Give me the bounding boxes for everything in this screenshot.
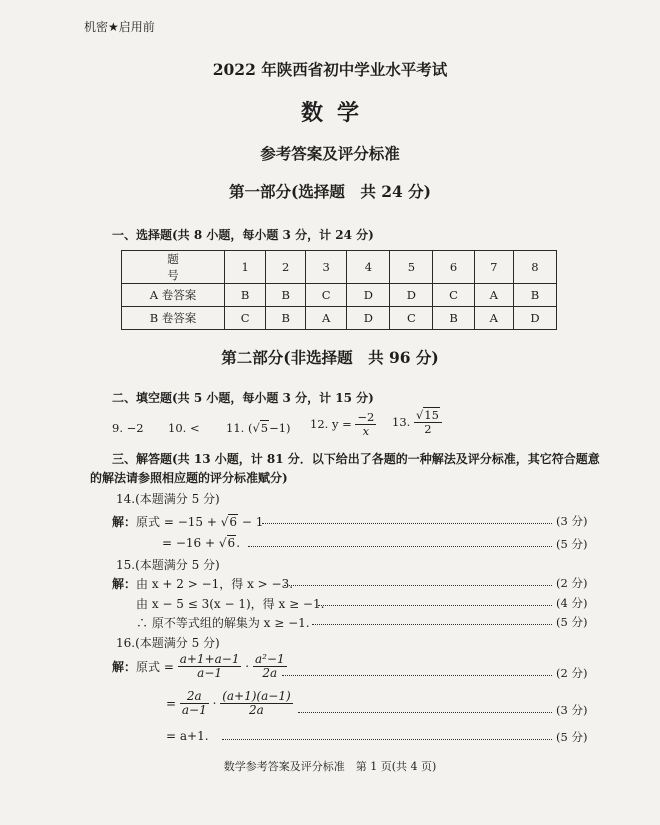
table-cell: A [306,307,347,330]
q16-line3-score: (5 分) [556,730,588,744]
q16-line1-prefix: 原式 = [136,660,174,675]
q14-line1: 解：原式 = −15 + √6 − 1 [112,515,264,529]
q15-line3: ∴ 原不等式组的解集为 x ≥ −1. [136,616,310,630]
solve-section-heading-line2: 的解法请参照相应题的评分标准赋分) [90,471,288,485]
answer-9: 9. −2 [112,421,144,435]
table-cell: B [513,284,556,307]
table-cell: 7 [474,251,513,284]
q15-line1 [112,575,293,592]
q14-line2-suffix: . [236,536,241,550]
q15-line2: 由 x − 5 ≤ 3(x − 1)，得 x ≥ −1. [136,597,325,611]
q16-line2-f2-numerator: (a+1)(a−1) [222,689,291,703]
answer-12-fraction [355,411,376,437]
table-cell: B [433,307,474,330]
exam-title: 2022 年陕西省初中学业水平考试 [212,60,448,79]
answer-11-radicand: 5 [260,421,269,435]
q16-line1-fraction-2 [253,653,287,680]
answer-12-denominator [355,425,376,438]
table-cell: B [225,284,266,307]
table-cell: A [474,307,513,330]
q16-line2-fraction-2 [220,690,292,717]
q14-line1-prefix: 原式 = −15 + [136,515,221,529]
q14-title: 14.(本题满分 5 分) [116,492,220,506]
answer-13-prefix: 13. [392,415,411,430]
answer-10: 10. < [168,421,200,435]
q14-line2-leader [248,546,552,547]
table-cell: 6 [433,251,474,284]
q16-line1-leader [282,675,552,676]
q15-line2-score: (4 分) [556,596,588,610]
q16-line1-f1-denominator: a−1 [197,666,223,681]
table-header-label: 题 号 [122,251,225,284]
q14-line1-leader [262,523,552,524]
table-row [122,251,557,284]
document-title: 参考答案及评分标准 [260,144,400,163]
table-cell: C [225,307,266,330]
q15-line1-score: (2 分) [556,576,588,590]
table-cell: B [266,284,306,307]
row-b-label: B 卷答案 [122,307,225,330]
q14-line1-radicand: 6 [229,515,238,529]
q15-line3-score: (5 分) [556,615,588,629]
q16-line2-score: (3 分) [556,703,588,717]
q16-line2-equals: = [166,696,177,711]
q15-title: 15.(本题满分 5 分) [116,558,220,572]
q16-line1-f2-denominator: 2a [262,666,278,681]
q15-line3-leader [312,624,552,625]
answer-12-prefix: 12. y = [310,417,352,432]
table-cell: C [306,284,347,307]
subject-title: 数学 [300,100,373,126]
table-cell: C [433,284,474,307]
row-a-label: A 卷答案 [122,284,225,307]
q16-line2-fraction-1 [180,690,209,717]
answer-12-denominator-var: x [362,423,370,438]
table-row [122,307,557,330]
answer-11: 11. (√5−1) [226,421,291,435]
q16-line1 [112,653,287,680]
q16-line2-f2-denominator: 2a [249,703,264,718]
q15-line2-leader [318,605,552,606]
answer-12 [310,411,376,437]
choice-section-heading: 一、选择题(共 8 小题，每小题 3 分，计 24 分) [112,228,374,242]
table-cell: D [390,284,433,307]
table-cell: 8 [513,251,556,284]
answer-11-prefix: 11. ( [226,421,253,435]
answer-12-numerator: −2 [357,410,375,424]
part1-title: 第一部分(选择题 共 24 分) [228,182,432,201]
q16-line3-leader [222,739,552,740]
q16-line2-f1-denominator: a−1 [181,703,207,718]
confidential-label: 机密★启用前 [84,20,155,34]
q15-solution-label: 解： [112,577,137,591]
q16-solution-label: 解： [112,660,137,675]
table-cell: D [347,284,390,307]
table-cell: 2 [266,251,306,284]
table-cell: D [513,307,556,330]
part2-title: 第二部分(非选择题 共 96 分) [221,348,439,367]
answer-13-numerator: √15 [414,409,442,423]
q16-line1-score: (2 分) [556,666,588,680]
table-cell: 5 [390,251,433,284]
q14-line2: = −16 + √6. [162,536,241,550]
q16-line1-f2-numerator: a²−1 [254,652,285,666]
q14-line2-prefix: = −16 + [162,536,219,550]
table-cell: D [347,307,390,330]
table-cell: 3 [306,251,347,284]
q16-line2-f1-numerator: 2a [180,690,209,704]
answer-11-suffix: −1) [269,421,291,435]
answer-13-fraction [414,409,442,435]
q16-line1-multiply: · [245,659,250,674]
table-cell: B [266,307,306,330]
table-cell: 1 [225,251,266,284]
q14-line1-suffix: − 1 [238,515,264,529]
answer-13-denominator: 2 [424,421,432,436]
table-row [122,284,557,307]
table-cell: 4 [347,251,390,284]
answer-13 [392,409,442,435]
fill-section-heading: 二、填空题(共 5 小题，每小题 3 分，计 15 分) [112,391,374,405]
solve-section-heading-line1: 三、解答题(共 13 小题，计 81 分．以下给出了各题的一种解法及评分标准，其它符合题意 [112,452,600,466]
answer-table [121,250,557,330]
q16-line1-fraction-1 [178,653,242,680]
q16-line1-f1-numerator: a+1+a−1 [179,652,240,666]
q15-line1-text: 由 x + 2 > −1，得 x > −3. [136,577,294,591]
q16-line2 [166,690,293,717]
q14-line2-radicand: 6 [227,536,236,550]
table-cell: A [474,284,513,307]
table-cell: C [390,307,433,330]
answer-13-radicand: 15 [424,408,439,422]
q14-line1-score: (3 分) [556,514,588,528]
q14-solution-label: 解： [112,515,137,529]
q16-line2-multiply: · [212,696,217,711]
page-footer: 数学参考答案及评分标准 第 1 页(共 4 页) [223,760,437,773]
q15-line1-leader [284,585,552,586]
q14-line2-score: (5 分) [556,537,588,551]
q16-line2-leader [298,712,552,713]
q16-line3: = a+1. [166,729,209,743]
q16-title: 16.(本题满分 5 分) [116,636,220,650]
